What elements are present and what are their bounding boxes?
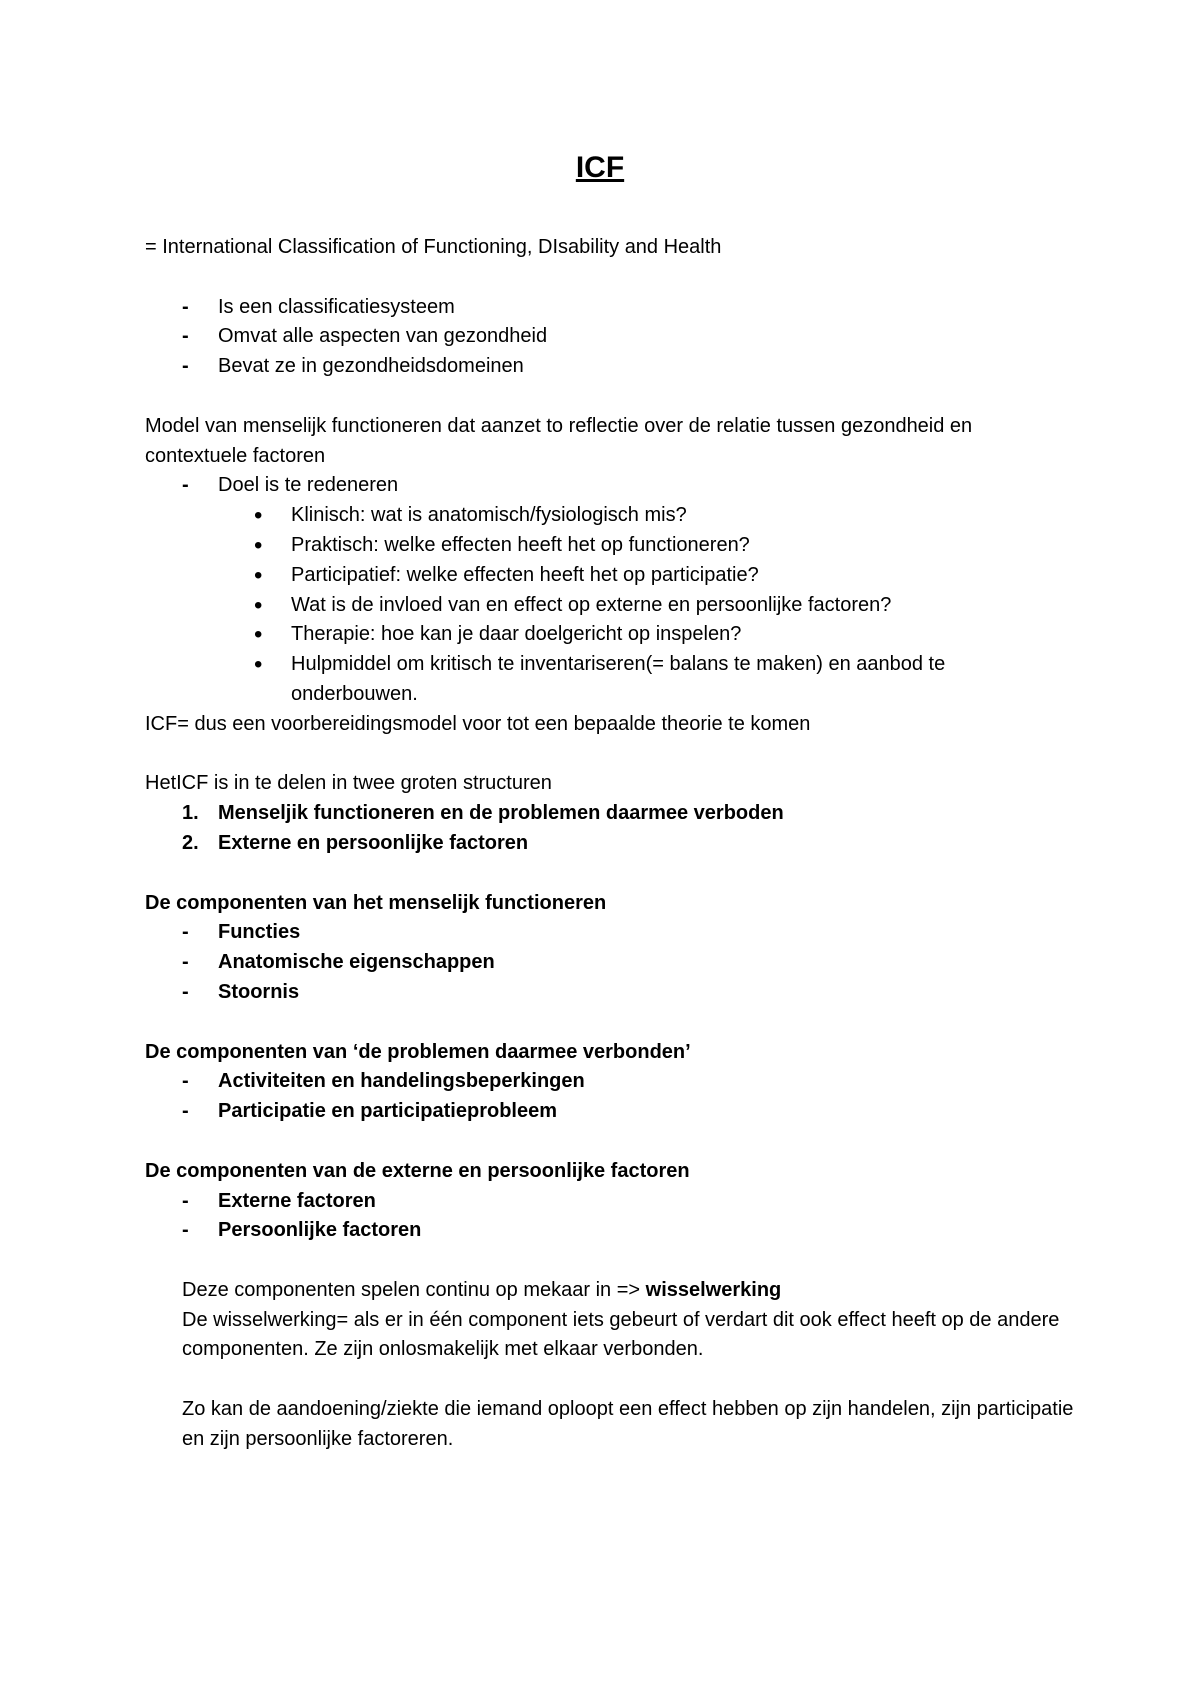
list-item: • Wat is de invloed van en effect op externe en persoonlijke factoren? — [291, 591, 1075, 621]
structures-list — [145, 799, 1075, 859]
list-item: - Omvat alle aspecten van gezondheid — [218, 322, 1075, 352]
list-item: - Doel is te redeneren — [218, 471, 1075, 501]
interaction-definition: De wisselwerking= als er in één component iets gebeurt of verdart dit ook effect heeft op de andere componenten. Ze zijn onlosmakelijk met elkaar verbonden. — [182, 1308, 1060, 1361]
list-item: • Praktisch: welke effecten heeft het op functioneren? — [291, 531, 1075, 561]
list-item: - Participatie en participatieprobleem — [218, 1097, 1075, 1127]
list-item: - Persoonlijke factoren — [218, 1216, 1075, 1246]
list-text: Externe en persoonlijke factoren — [218, 831, 529, 854]
list-number: 1. — [182, 802, 199, 825]
section1-list — [145, 918, 1075, 1007]
list-item — [182, 799, 1075, 829]
interaction-keyword: wisselwerking — [645, 1278, 782, 1301]
list-item: - Activiteiten en handelingsbeperkingen — [218, 1067, 1075, 1097]
page-title: ICF — [575, 151, 625, 184]
section-heading: De componenten van het menselijk functioneren — [145, 891, 607, 914]
definition-list — [145, 293, 1075, 382]
list-text: Menseljik functioneren en de problemen daarmee verboden — [218, 802, 784, 825]
interaction-example: Zo kan de aandoening/ziekte die iemand oploopt een effect hebben op zijn handelen, zijn participatie en zijn persoonlijke factoreren. — [182, 1398, 1074, 1450]
list-item — [182, 829, 1075, 859]
list-item: - Bevat ze in gezondheidsdomeinen — [218, 352, 1075, 382]
list-item: - Stoornis — [218, 978, 1075, 1008]
model-text: Model van menselijk functioneren dat aanzet to reflectie over de relatie tussen gezondheid en contextuele factoren — [145, 414, 973, 467]
section-heading: De componenten van ‘de problemen daarmee verbonden’ — [145, 1040, 691, 1063]
interaction-line — [182, 1276, 1075, 1306]
section-heading: De componenten van de externe en persoonlijke factoren — [145, 1159, 690, 1182]
list-item: • Participatief: welke effecten heeft het op participatie? — [291, 561, 1075, 591]
structures-intro: HetICF is in te delen in twee groten structuren — [145, 772, 552, 795]
section2-list — [145, 1067, 1075, 1127]
icf-summary: ICF= dus een voorbereidingsmodel voor tot een bepaalde theorie te komen — [145, 712, 811, 735]
goal-points-list — [145, 501, 1075, 710]
list-number: 2. — [182, 831, 199, 854]
list-item: - Externe factoren — [218, 1187, 1075, 1217]
definition-text: = International Classification of Functioning, DIsability and Health — [145, 236, 722, 258]
list-item: • Therapie: hoe kan je daar doelgericht op inspelen? — [291, 620, 1075, 650]
interaction-prefix: Deze componenten spelen continu op mekaar in => — [182, 1278, 646, 1301]
list-item: • Hulpmiddel om kritisch te inventariseren(= balans te maken) en aanbod te onderbouwen. — [291, 650, 1075, 710]
goal-list — [145, 471, 1075, 501]
section3-list — [145, 1187, 1075, 1247]
list-item: - Is een classificatiesysteem — [218, 293, 1075, 323]
document-body — [145, 233, 1075, 1455]
interaction-block — [145, 1276, 1075, 1455]
list-item: - Anatomische eigenschappen — [218, 948, 1075, 978]
list-item: - Functies — [218, 918, 1075, 948]
list-item: • Klinisch: wat is anatomisch/fysiologisch mis? — [291, 501, 1075, 531]
